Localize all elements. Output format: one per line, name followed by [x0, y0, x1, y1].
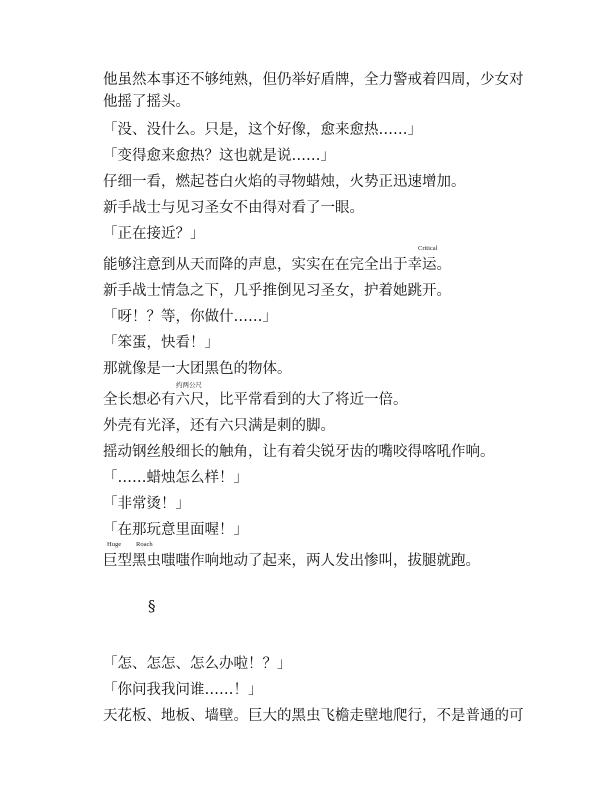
dialogue-line: 「正在接近？」 — [103, 226, 205, 242]
dialogue-line: 「你问我我问谁……！」 — [103, 682, 263, 698]
dialogue-line: 「在那玩意里面喔！」 — [103, 522, 248, 538]
ruby-six-shaku: 约两公尺 — [176, 382, 202, 389]
paragraph-line: 巨型黑虫嗤嗤作响地动了起来，两人发出惨叫，拔腿就跑。 — [103, 553, 480, 569]
ruby-roach: Roach — [136, 541, 153, 548]
dialogue-line: 「非常烫！」 — [103, 496, 190, 512]
paragraph-line: 他虽然本事还不够纯熟，但仍举好盾牌，全力警戒着四周，少女对 — [103, 72, 524, 88]
dialogue-line: 「笨蛋，快看！」 — [103, 335, 219, 351]
ruby-huge: Huge — [107, 541, 122, 548]
ruby-critical: Critical — [418, 245, 438, 252]
section-break-mark: § — [148, 597, 156, 615]
paragraph-line: 他摇了摇头。 — [103, 94, 190, 110]
dialogue-line: 「变得愈来愈热？这也就是说……」 — [103, 148, 335, 164]
paragraph-line: 天花板、地板、墙壁。巨大的黑虫飞檐走壁地爬行，不是普通的可 — [103, 708, 524, 724]
paragraph-line: 摇动钢丝般细长的触角，让有着尖锐牙齿的嘴咬得喀吼作响。 — [103, 444, 495, 460]
dialogue-line: 「怎、怎怎、怎么办啦！？」 — [103, 656, 292, 672]
paragraph-line: 新手战士与见习圣女不由得对看了一眼。 — [103, 200, 364, 216]
paragraph-line: 外壳有光泽，还有六只满是刺的脚。 — [103, 418, 335, 434]
paragraph-line: 那就像是一大团黑色的物体。 — [103, 361, 292, 377]
dialogue-line: 「……蜡烛怎么样！」 — [103, 470, 248, 486]
paragraph-line: 新手战士情急之下，几乎推倒见习圣女，护着她跳开。 — [103, 283, 451, 299]
paragraph-line: 仔细一看，燃起苍白火焰的寻物蜡烛，火势正迅速增加。 — [103, 174, 466, 190]
dialogue-line: 「没、没什么。只是，这个好像，愈来愈热……」 — [103, 122, 422, 138]
paragraph-line: 能够注意到从天而降的声息，实实在在完全出于幸运。 — [103, 257, 451, 273]
paragraph-line: 全长想必有六尺，比平常看到的大了将近一倍。 — [103, 392, 408, 408]
dialogue-line: 「呀！？等，你做什……」 — [103, 309, 277, 325]
